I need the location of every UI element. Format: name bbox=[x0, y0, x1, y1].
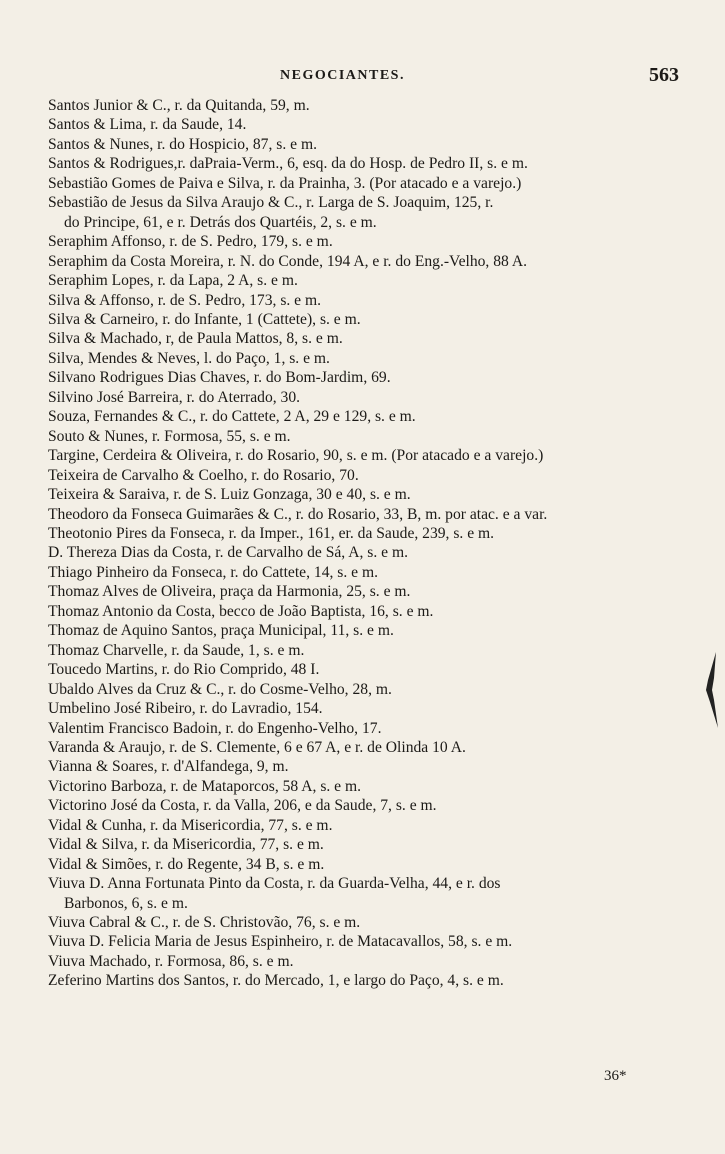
directory-entry: Vidal & Simões, r. do Regente, 34 B, s. e m. bbox=[48, 855, 325, 873]
directory-entry: Sebastião Gomes de Paiva e Silva, r. da Prainha, 3. (Por atacado e a varejo.) bbox=[48, 174, 522, 192]
directory-entry: Santos Junior & C., r. da Quitanda, 59, m. bbox=[48, 97, 310, 114]
directory-entry: Viuva D. Anna Fortunata Pinto da Costa, r. da Guarda-Velha, 44, e r. dos bbox=[48, 875, 501, 893]
directory-entry: Silva & Machado, r, de Paula Mattos, 8, s. e m. bbox=[48, 330, 343, 348]
directory-entry: Seraphim Lopes, r. da Lapa, 2 A, s. e m. bbox=[48, 272, 298, 290]
directory-entry: Teixeira & Saraiva, r. de S. Luiz Gonzaga, 30 e 40, s. e m. bbox=[48, 486, 411, 504]
directory-entry: Varanda & Araujo, r. de S. Clemente, 6 e 67 A, e r. de Olinda 10 A. bbox=[48, 738, 466, 756]
margin-ink-mark bbox=[702, 650, 720, 730]
directory-entry: D. Thereza Dias da Costa, r. de Carvalho de Sá, A, s. e m. bbox=[48, 544, 409, 562]
directory-entry: Silva, Mendes & Neves, l. do Paço, 1, s. e m. bbox=[48, 349, 330, 367]
directory-entry: Silva & Affonso, r. de S. Pedro, 173, s. e m. bbox=[48, 291, 322, 309]
directory-entry: Teixeira de Carvalho & Coelho, r. do Rosario, 70. bbox=[48, 466, 359, 484]
page-header bbox=[0, 64, 725, 94]
directory-entry: Ubaldo Alves da Cruz & C., r. do Cosme-Velho, 28, m. bbox=[48, 680, 392, 698]
directory-entry: Thomaz Antonio da Costa, becco de João Baptista, 16, s. e m. bbox=[48, 602, 434, 620]
directory-entry: Vidal & Silva, r. da Misericordia, 77, s. e m. bbox=[48, 836, 324, 854]
directory-entry: Theodoro da Fonseca Guimarães & C., r. do Rosario, 33, B, m. por atac. e a var. bbox=[48, 505, 548, 523]
directory-entry: Souza, Fernandes & C., r. do Cattete, 2 A, 29 e 129, s. e m. bbox=[48, 408, 416, 426]
directory-entry: Seraphim da Costa Moreira, r. N. do Conde, 194 A, e r. do Eng.-Velho, 88 A. bbox=[48, 252, 528, 270]
directory-entry: Victorino José da Costa, r. da Valla, 206, e da Saude, 7, s. e m. bbox=[48, 797, 437, 815]
directory-entry: Seraphim Affonso, r. de S. Pedro, 179, s. e m. bbox=[48, 233, 333, 251]
directory-entry: Thomaz Alves de Oliveira, praça da Harmonia, 25, s. e m. bbox=[48, 583, 411, 601]
directory-entries bbox=[48, 96, 688, 991]
signature-mark: 36* bbox=[604, 1068, 627, 1084]
directory-entry: Viuva D. Felicia Maria de Jesus Espinheiro, r. de Matacavallos, 58, s. e m. bbox=[48, 933, 513, 951]
directory-entry: Silvino José Barreira, r. do Aterrado, 30. bbox=[48, 388, 301, 406]
directory-entry: Viuva Cabral & C., r. de S. Christovão, 76, s. e m. bbox=[48, 914, 361, 932]
directory-entry: Thomaz de Aquino Santos, praça Municipal, 11, s. e m. bbox=[48, 622, 394, 640]
directory-entry: Vidal & Cunha, r. da Misericordia, 77, s. e m. bbox=[48, 816, 333, 834]
directory-entry: Theotonio Pires da Fonseca, r. da Imper., 161, er. da Saude, 239, s. e m. bbox=[48, 524, 495, 542]
directory-entry: Targine, Cerdeira & Oliveira, r. do Rosario, 90, s. e m. (Por atacado e a varejo.) bbox=[48, 447, 544, 465]
directory-entry: Thomaz Charvelle, r. da Saude, 1, s. e m. bbox=[48, 641, 305, 659]
page-number: 563 bbox=[649, 64, 679, 86]
directory-entry-continuation: do Principe, 61, e r. Detrás dos Quartéis, 2, s. e m. bbox=[64, 213, 377, 231]
directory-entry: Viuva Machado, r. Formosa, 86, s. e m. bbox=[48, 952, 294, 970]
directory-entry: Thiago Pinheiro da Fonseca, r. do Cattete, 14, s. e m. bbox=[48, 563, 379, 581]
directory-entry: Silvano Rodrigues Dias Chaves, r. do Bom-Jardim, 69. bbox=[48, 369, 391, 387]
directory-entry: Umbelino José Ribeiro, r. do Lavradio, 154. bbox=[48, 700, 323, 718]
running-head: NEGOCIANTES. bbox=[280, 68, 405, 83]
directory-entry: Souto & Nunes, r. Formosa, 55, s. e m. bbox=[48, 427, 291, 445]
directory-entry: Toucedo Martins, r. do Rio Comprido, 48 I. bbox=[48, 661, 320, 679]
directory-entry: Sebastião de Jesus da Silva Araujo & C., r. Larga de S. Joaquim, 125, r. bbox=[48, 194, 494, 212]
directory-entry: Vianna & Soares, r. d'Alfandega, 9, m. bbox=[48, 758, 289, 776]
directory-entry: Santos & Lima, r. da Saude, 14. bbox=[48, 116, 247, 134]
directory-entry: Victorino Barboza, r. de Mataporcos, 58 A, s. e m. bbox=[48, 777, 362, 795]
directory-entry: Santos & Nunes, r. do Hospicio, 87, s. e m. bbox=[48, 135, 317, 153]
directory-entry: Santos & Rodrigues,r. daPraia-Verm., 6, esq. da do Hosp. de Pedro II, s. e m. bbox=[48, 155, 528, 173]
directory-entry: Silva & Carneiro, r. do Infante, 1 (Cattete), s. e m. bbox=[48, 310, 361, 328]
directory-entry-continuation: Barbonos, 6, s. e m. bbox=[64, 894, 188, 912]
directory-entry: Valentim Francisco Badoin, r. do Engenho-Velho, 17. bbox=[48, 719, 382, 737]
directory-entry: Zeferino Martins dos Santos, r. do Mercado, 1, e largo do Paço, 4, s. e m. bbox=[48, 972, 504, 990]
